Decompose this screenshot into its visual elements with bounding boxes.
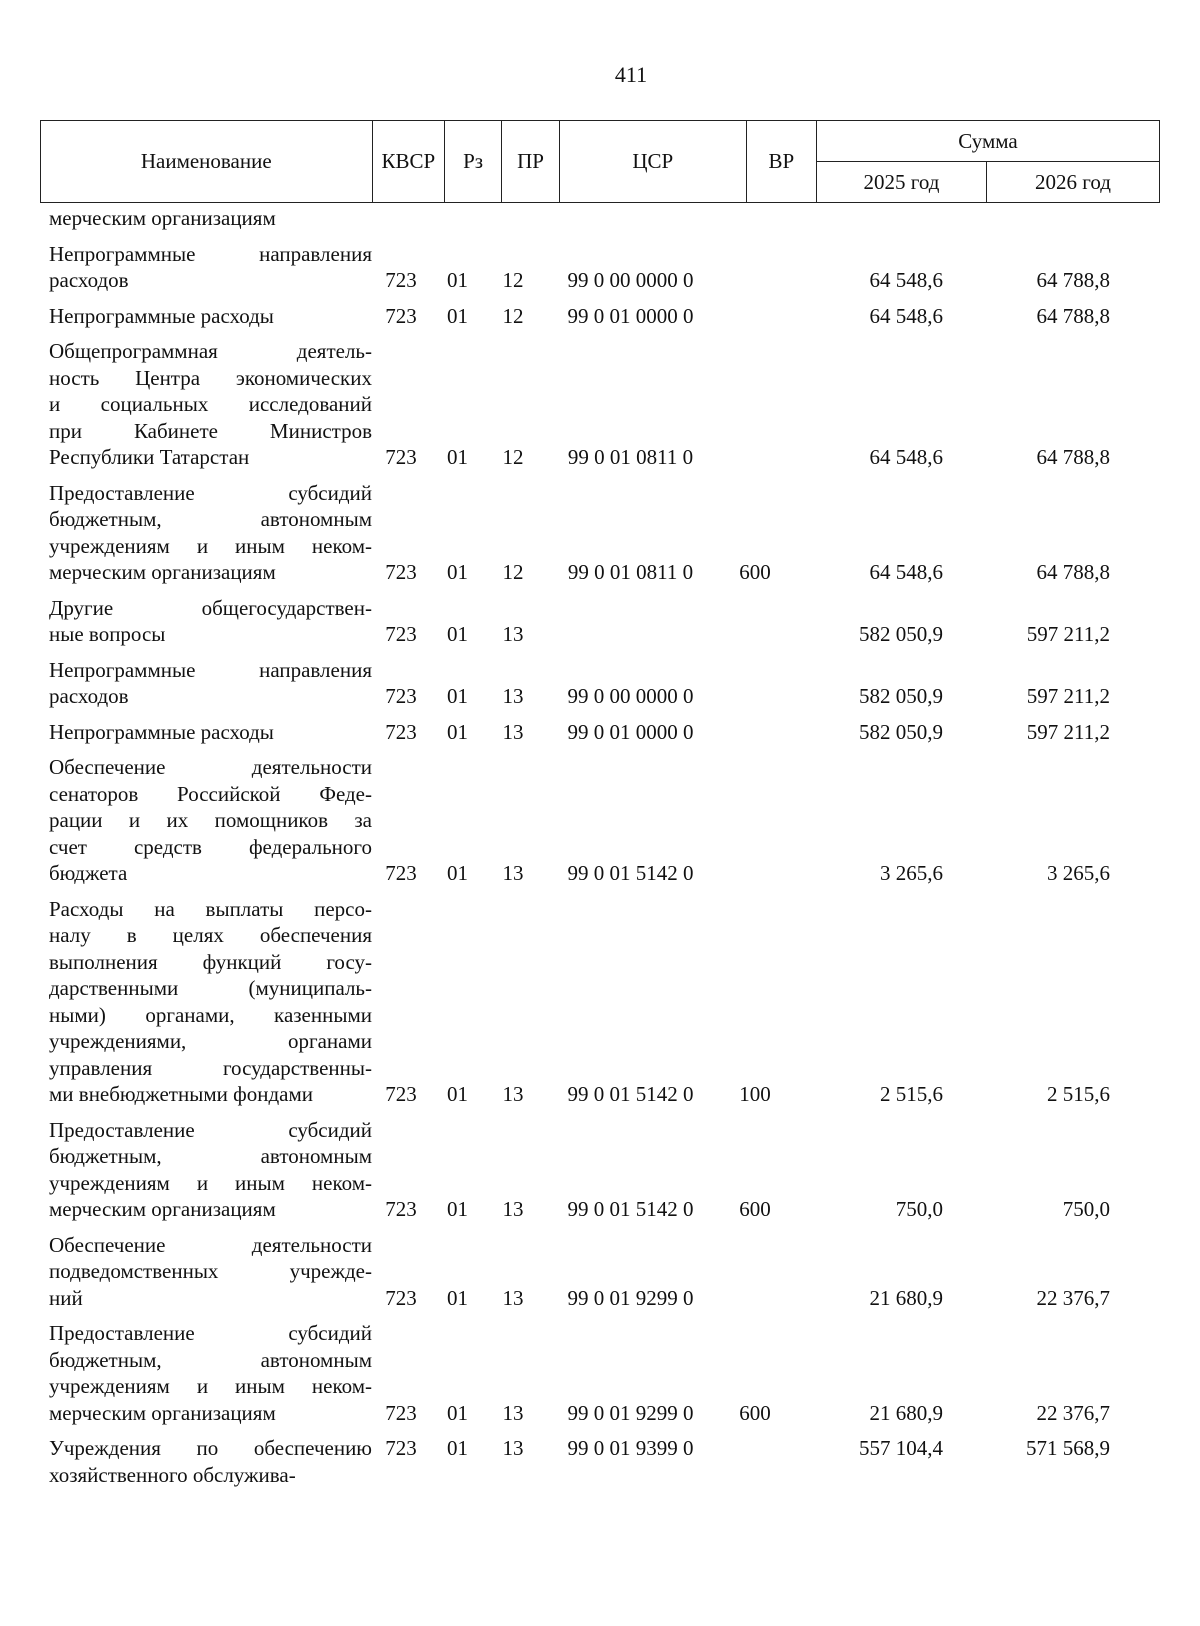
row-gap [40, 1223, 1160, 1232]
header-pr: ПР [502, 121, 560, 203]
cell-csr: 99 0 00 0000 0 [567, 684, 694, 708]
header-year-2025: 2025 год [817, 162, 987, 203]
cell-2025: 3 265,6 [880, 861, 943, 885]
cell-csr: 99 0 01 9299 0 [567, 1400, 694, 1425]
row-name-line: Непрограммные расходы [49, 719, 274, 744]
table-body [40, 205, 1160, 1488]
header-csr: ЦСР [560, 121, 747, 203]
cell-csr: 99 0 00 0000 0 [567, 268, 694, 292]
row-gap [40, 887, 1160, 896]
cell-2025: 64 548,6 [869, 445, 943, 469]
cell-pr: 12 [502, 268, 524, 292]
row-name [40, 1117, 372, 1223]
cell-pr: 13 [502, 861, 524, 885]
row-name-line: учреждениям и иным неком- [49, 1374, 372, 1398]
cell-pr: 12 [502, 445, 524, 469]
table-row [40, 241, 1160, 294]
row-name-line: Обеспечение деятельности [49, 1232, 372, 1257]
cell-vr [721, 860, 789, 887]
table-row [40, 595, 1160, 648]
row-name-line: Другие общегосударствен- [49, 595, 372, 620]
row-name [40, 657, 372, 710]
row-name-line: Обеспечение деятельности [49, 755, 372, 779]
row-gap [40, 1108, 1160, 1117]
cell-vr: 100 [739, 1082, 771, 1106]
row-name-line: Предоставление субсидий [49, 1117, 372, 1142]
cell-rz: 01 [447, 622, 468, 646]
cell-2025: 21 680,9 [869, 1285, 943, 1310]
cell-rz: 01 [447, 1400, 468, 1425]
row-name [40, 1320, 372, 1426]
cell-csr: 99 0 01 5142 0 [567, 861, 694, 885]
cell-2026: 750,0 [1062, 1197, 1110, 1221]
row-name-line: сенаторов Российской Феде- [49, 781, 372, 806]
row-gap [40, 710, 1160, 719]
row-name-line: бюджетным, автономным [49, 1144, 372, 1168]
cell-vr [721, 444, 789, 471]
cell-csr: 99 0 01 0811 0 [567, 560, 694, 584]
table-row [40, 1435, 1160, 1488]
table-row [40, 1320, 1160, 1426]
row-name [40, 896, 372, 1108]
row-name-line: Общепрограммная деятель- [49, 339, 372, 363]
row-name-line: Непрограммные направления [49, 657, 372, 682]
row-gap [40, 294, 1160, 303]
table-row [40, 657, 1160, 710]
cell-2025: 557 104,4 [859, 1436, 943, 1460]
table-row [40, 480, 1160, 586]
cell-2026: 22 376,7 [1036, 1400, 1110, 1425]
cell-kvsr: 723 [385, 861, 417, 885]
row-gap [40, 329, 1160, 338]
cell-kvsr: 723 [385, 684, 417, 708]
row-gap [40, 1311, 1160, 1320]
cell-vr [721, 719, 789, 746]
header-kvsr: КВСР [372, 121, 445, 203]
row-name [40, 754, 372, 887]
cell-kvsr: 723 [385, 719, 417, 744]
row-name-line: ний [49, 1285, 83, 1310]
cell-rz: 01 [447, 1285, 468, 1310]
cell-rz: 01 [447, 303, 468, 328]
cell-pr: 13 [502, 1197, 524, 1221]
header-vr: ВР [746, 121, 816, 203]
row-name-line: Учреждения по обеспечению [49, 1436, 372, 1460]
cell-rz: 01 [447, 445, 468, 469]
cell-pr: 13 [502, 1436, 524, 1460]
cell-csr: 99 0 01 0000 0 [567, 719, 694, 744]
cell-rz: 01 [447, 684, 468, 708]
cell-pr: 13 [502, 719, 524, 744]
cell-rz: 01 [447, 560, 468, 584]
cell-kvsr: 723 [385, 445, 417, 469]
row-name-line: хозяйственного обслужива- [49, 1462, 296, 1487]
cell-pr: 12 [502, 560, 524, 584]
cell-pr: 13 [502, 1400, 524, 1425]
cell-2025: 582 050,9 [859, 684, 943, 708]
cell-2026: 64 788,8 [1036, 268, 1110, 292]
cell-vr [721, 621, 789, 648]
cell-pr: 13 [502, 1285, 524, 1310]
cell-rz: 01 [447, 268, 468, 292]
row-name-line: Расходы на выплаты персо- [49, 896, 372, 921]
cell-vr: 600 [739, 1197, 771, 1221]
row-name [40, 241, 372, 294]
cell-2026: 571 568,9 [1026, 1436, 1110, 1460]
cell-kvsr: 723 [385, 622, 417, 646]
row-gap [40, 232, 1160, 241]
row-name-line: расходов [49, 268, 129, 292]
cell-2025: 2 515,6 [880, 1082, 943, 1106]
cell-rz [430, 205, 485, 232]
row-name-line: бюджетным, автономным [49, 1347, 372, 1372]
row-name-line: учреждениям и иным неком- [49, 533, 372, 558]
cell-csr: 99 0 01 0000 0 [567, 303, 694, 328]
cell-pr: 13 [502, 1082, 524, 1106]
cell-2025 [789, 205, 943, 232]
cell-rz: 01 [447, 1082, 468, 1106]
cell-vr [721, 1435, 789, 1462]
row-name-line: Непрограммные расходы [49, 303, 274, 328]
row-name [40, 338, 372, 471]
row-name [40, 205, 372, 232]
row-name [40, 1435, 372, 1488]
row-name-line: ными) органами, казенными [49, 1002, 372, 1027]
table-row [40, 719, 1160, 746]
cell-kvsr: 723 [385, 1197, 417, 1221]
cell-kvsr: 723 [385, 268, 417, 292]
cell-pr: 13 [502, 622, 524, 646]
row-name-line: мерческим организациям [49, 1197, 276, 1221]
row-name-line: ные вопросы [49, 622, 166, 646]
table-row [40, 205, 1160, 232]
cell-2025: 582 050,9 [859, 622, 943, 646]
cell-vr [721, 683, 789, 710]
cell-vr [721, 267, 789, 294]
cell-2025: 582 050,9 [859, 719, 943, 744]
row-name-line: рации и их помощников за [49, 808, 372, 832]
page-number: 411 [614, 62, 648, 87]
cell-2025: 64 548,6 [869, 303, 943, 328]
header-rz: Рз [445, 121, 502, 203]
cell-pr: 13 [502, 684, 524, 708]
table-row [40, 754, 1160, 887]
cell-vr [721, 205, 789, 232]
table-row [40, 896, 1160, 1108]
row-name-line: Предоставление субсидий [49, 480, 372, 505]
cell-2025: 21 680,9 [869, 1400, 943, 1425]
cell-2025: 64 548,6 [869, 560, 943, 584]
cell-vr [721, 1285, 789, 1312]
row-gap [40, 471, 1160, 480]
cell-kvsr: 723 [385, 303, 417, 328]
row-name-line: управления государственны- [49, 1055, 372, 1080]
row-name-line: счет средств федерального [49, 834, 372, 859]
row-name [40, 303, 372, 330]
cell-kvsr: 723 [385, 560, 417, 584]
cell-csr [540, 205, 721, 232]
row-name-line: мерческим организациям [49, 560, 276, 584]
row-name-line: Непрограммные направления [49, 241, 372, 266]
row-name-line: ми внебюджетными фондами [49, 1082, 313, 1106]
cell-2026: 2 515,6 [1047, 1082, 1110, 1106]
row-gap [40, 648, 1160, 657]
cell-csr: 99 0 01 5142 0 [567, 1082, 694, 1106]
cell-csr [540, 621, 721, 648]
cell-2026 [953, 205, 1110, 232]
cell-rz: 01 [447, 1436, 468, 1460]
row-name-line: подведомственных учрежде- [49, 1259, 372, 1283]
table-header [40, 120, 1160, 203]
row-name-line: дарственными (муниципаль- [49, 976, 372, 1000]
cell-rz: 01 [447, 719, 468, 744]
cell-2026: 3 265,6 [1047, 861, 1110, 885]
cell-pr: 12 [502, 303, 524, 328]
row-name [40, 719, 372, 746]
row-name-line: Предоставление субсидий [49, 1321, 372, 1345]
cell-csr: 99 0 01 9399 0 [567, 1436, 694, 1460]
row-name-line: выполнения функций госу- [49, 949, 372, 974]
cell-kvsr: 723 [385, 1082, 417, 1106]
cell-kvsr: 723 [385, 1285, 417, 1310]
cell-2026: 64 788,8 [1036, 303, 1110, 328]
cell-2025: 64 548,6 [869, 268, 943, 292]
cell-2026: 64 788,8 [1036, 560, 1110, 584]
row-name-line: бюджета [49, 861, 128, 885]
row-name-line: при Кабинете Министров [49, 418, 372, 443]
row-name-line: учреждениям и иным неком- [49, 1170, 372, 1195]
table-row [40, 1232, 1160, 1312]
cell-rz: 01 [447, 861, 468, 885]
cell-2026: 597 211,2 [1026, 622, 1110, 646]
cell-kvsr: 723 [385, 1436, 417, 1460]
cell-2026: 597 211,2 [1026, 719, 1110, 744]
cell-vr: 600 [739, 560, 771, 584]
row-gap [40, 745, 1160, 754]
table-row [40, 338, 1160, 471]
cell-rz: 01 [447, 1197, 468, 1221]
cell-kvsr [366, 205, 436, 232]
row-gap [40, 586, 1160, 595]
row-name [40, 1232, 372, 1312]
row-name-line: мерческим организациям [49, 1400, 276, 1425]
cell-vr: 600 [739, 1400, 771, 1425]
table-row [40, 303, 1160, 330]
row-name-line: бюджетным, автономным [49, 507, 372, 531]
cell-pr [485, 205, 541, 232]
row-name-line: мерческим организациям [49, 206, 276, 230]
row-name-line: расходов [49, 684, 129, 708]
header-sum: Сумма [817, 121, 1160, 162]
row-name-line: налу в целях обеспечения [49, 923, 372, 947]
cell-2026: 64 788,8 [1036, 445, 1110, 469]
row-name-line: учреждениями, органами [49, 1029, 372, 1053]
row-name [40, 480, 372, 586]
cell-csr: 99 0 01 5142 0 [567, 1197, 694, 1221]
row-gap [40, 1426, 1160, 1435]
header-year-2026: 2026 год [986, 162, 1159, 203]
cell-csr: 99 0 01 9299 0 [567, 1285, 694, 1310]
cell-2026: 597 211,2 [1026, 684, 1110, 708]
cell-kvsr: 723 [385, 1400, 417, 1425]
table-row [40, 1117, 1160, 1223]
cell-2025: 750,0 [895, 1197, 943, 1221]
row-name [40, 595, 372, 648]
row-name-line: Республики Татарстан [49, 445, 250, 469]
cell-csr: 99 0 01 0811 0 [567, 445, 694, 469]
header-name: Наименование [41, 121, 373, 203]
cell-2026: 22 376,7 [1036, 1285, 1110, 1310]
row-name-line: и социальных исследований [49, 392, 372, 416]
cell-vr [721, 303, 789, 330]
row-name-line: ность Центра экономических [49, 365, 372, 390]
